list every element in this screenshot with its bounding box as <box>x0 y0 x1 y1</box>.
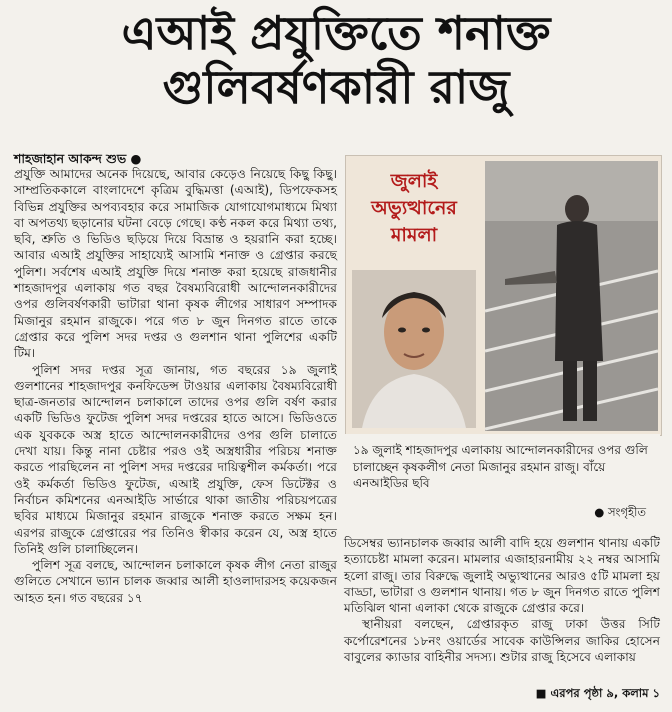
paragraph: ডিসেম্বর ভ্যানচালক জব্বার আলী বাদি হয়ে গুলশান থানায় একটি হত্যাচেষ্টা মামলা করেন। মামলার এজাহারনামীয় ২২ নম্বর আসামি হলো রাজু। তার বিরুদ্ধে জুলাই অভ্যুত্থানের আরও ৫টি মামলা হয় বাড্ডা, ভাটারা ও গুলশান থানায়। গত ৮ জুন দিনগত রাতে পুলিশ মতিঝিল থানা এলাকা থেকে রাজুকে গ্রেপ্তার করে। <box>344 536 660 616</box>
cctv-photo <box>485 161 658 431</box>
photo-label-line-1: জুলাই <box>390 170 438 192</box>
article-column-1 <box>14 166 337 706</box>
headline <box>0 6 672 115</box>
article-column-2 <box>344 535 660 707</box>
headline-line-1: এআই প্রযুক্তিতে শনাক্ত <box>121 6 551 60</box>
paragraph: পুলিশ সদর দপ্তর সূত্র জানায়, গত বছরের ১৯ জুলাই গুলশানের শাহজাদপুর কনফিডেন্স টাওয়ার এলাকায় বৈষম্যবিরোধী ছাত্র-জনতার আন্দোলন চলাকালে তাদের ওপর গুলি বর্ষণ করার একটি ভিডিও ফুটেজ পুলিশ সদর দপ্তরের হাতে আসে। ভিডিওতে এক যুবককে অস্ত্র হাতে আন্দোলনকারীদের ওপর গুলি চালাতে দেখা যায়। কিন্তু নানা চেষ্টার পরও ওই অস্ত্রধারীর পরিচয় শনাক্ত করতে পারছিলেন না পুলিশ সদর দপ্তরের দায়িত্বশীল কর্মকর্তা। পরে ওই কর্মকর্তা ভিডিও ফুটেজ, এআই প্রযুক্তি, ফেস ডিটেক্টর ও নির্বাচন কমিশনের এনআইডি সার্ভারে থাকা জাতীয় পরিচয়পত্রের ছবির মাধ্যমে মিজানুর রহমান রাজুকে শনাক্ত করতে সক্ষম হন। এরপর রাজুকে গ্রেপ্তারের পর তিনিও স্বীকার করেন যে, অস্ত্র হাতে তিনিই গুলি চালাচ্ছিলেন। <box>14 362 337 556</box>
headline-line-2: গুলিবর্ষণকারী রাজু <box>162 60 510 115</box>
nid-portrait-photo <box>352 270 476 428</box>
photo-credit: ● সংগৃহীত <box>594 504 646 519</box>
paragraph: প্রযুক্তি আমাদের অনেক দিয়েছে, আবার কেড়েও নিয়েছে কিছু কিছু। সাম্প্রতিককালে বাংলাদেশে কৃত্রিম বুদ্ধিমত্তা (এআই), ডিপফেকসহ বিভিন্ন প্রযুক্তির অপব্যবহার করে সামাজিক যোগাযোগমাধ্যমে মিথ্যা বা অপতথ্য ছড়ানোর ঘটনা বেড়ে গেছে। কণ্ঠ নকল করে মিথ্যা তথ্য, ছবি, শ্রুতি ও ভিডিও ছড়িয়ে দিয়ে বিভ্রান্ত ও হয়রানি করা হচ্ছে। আবার এআই প্রযুক্তির সাহায্যেই আসামি শনাক্ত ও গ্রেপ্তার করছে পুলিশ। সর্বশেষ এআই প্রযুক্তি দিয়ে শনাক্ত করা হয়েছে রাজধানীর শাহজাদপুর এলাকায় গত বছর বৈষম্যবিরোধী আন্দোলনকারীদের ওপর গুলিবর্ষণকারী ভাটারা থানা কৃষক লীগের সাধারণ সম্পাদক মিজানুর রহমান রাজুকে। পরে গত ৮ জুন দিনগত রাতে তাকে গ্রেপ্তার করে পুলিশ সদর দপ্তর ও গুলশান থানা পুলিশের একটি টিম। <box>14 167 337 361</box>
caption-text: ১৯ জুলাই শাহজাদপুর এলাকায় আন্দোলনকারীদের ওপর গুলি চালাচ্ছেন কৃষকলীগ নেতা মিজানুর রহমান রাজু। বাঁয়ে এনআইডির ছবি <box>353 443 648 490</box>
photo-caption <box>345 434 660 526</box>
photo-label-line-3: মামলা <box>390 224 438 246</box>
paragraph: পুলিশ সূত্র বলছে, আন্দোলন চলাকালে কৃষক লীগ নেতা রাজুর গুলিতে সেখানে ভ্যান চালক জব্বার আলী হাওলাদারসহ কয়েকজন আহত হন। গত বছরের ১৭ <box>14 558 337 605</box>
byline: শাহজাহান আকন্দ শুভ ● <box>14 151 142 166</box>
photo-label <box>350 168 478 258</box>
photo-label-line-2: অভ্যুত্থানের <box>371 197 457 219</box>
continuation-note: ■ এরপর পৃষ্ঠা ৯, কলাম ১ <box>535 686 660 700</box>
paragraph: স্থানীয়রা বলছেন, গ্রেপ্তারকৃত রাজু ঢাকা উত্তর সিটি কর্পোরেশনের ১৮নং ওয়ার্ডের সাবেক কাউন্সিলর জাকির হোসেন বাবুলের ক্যাডার বাহিনীর সদস্য। শুটার রাজু হিসেবে এলাকায় <box>344 617 660 665</box>
